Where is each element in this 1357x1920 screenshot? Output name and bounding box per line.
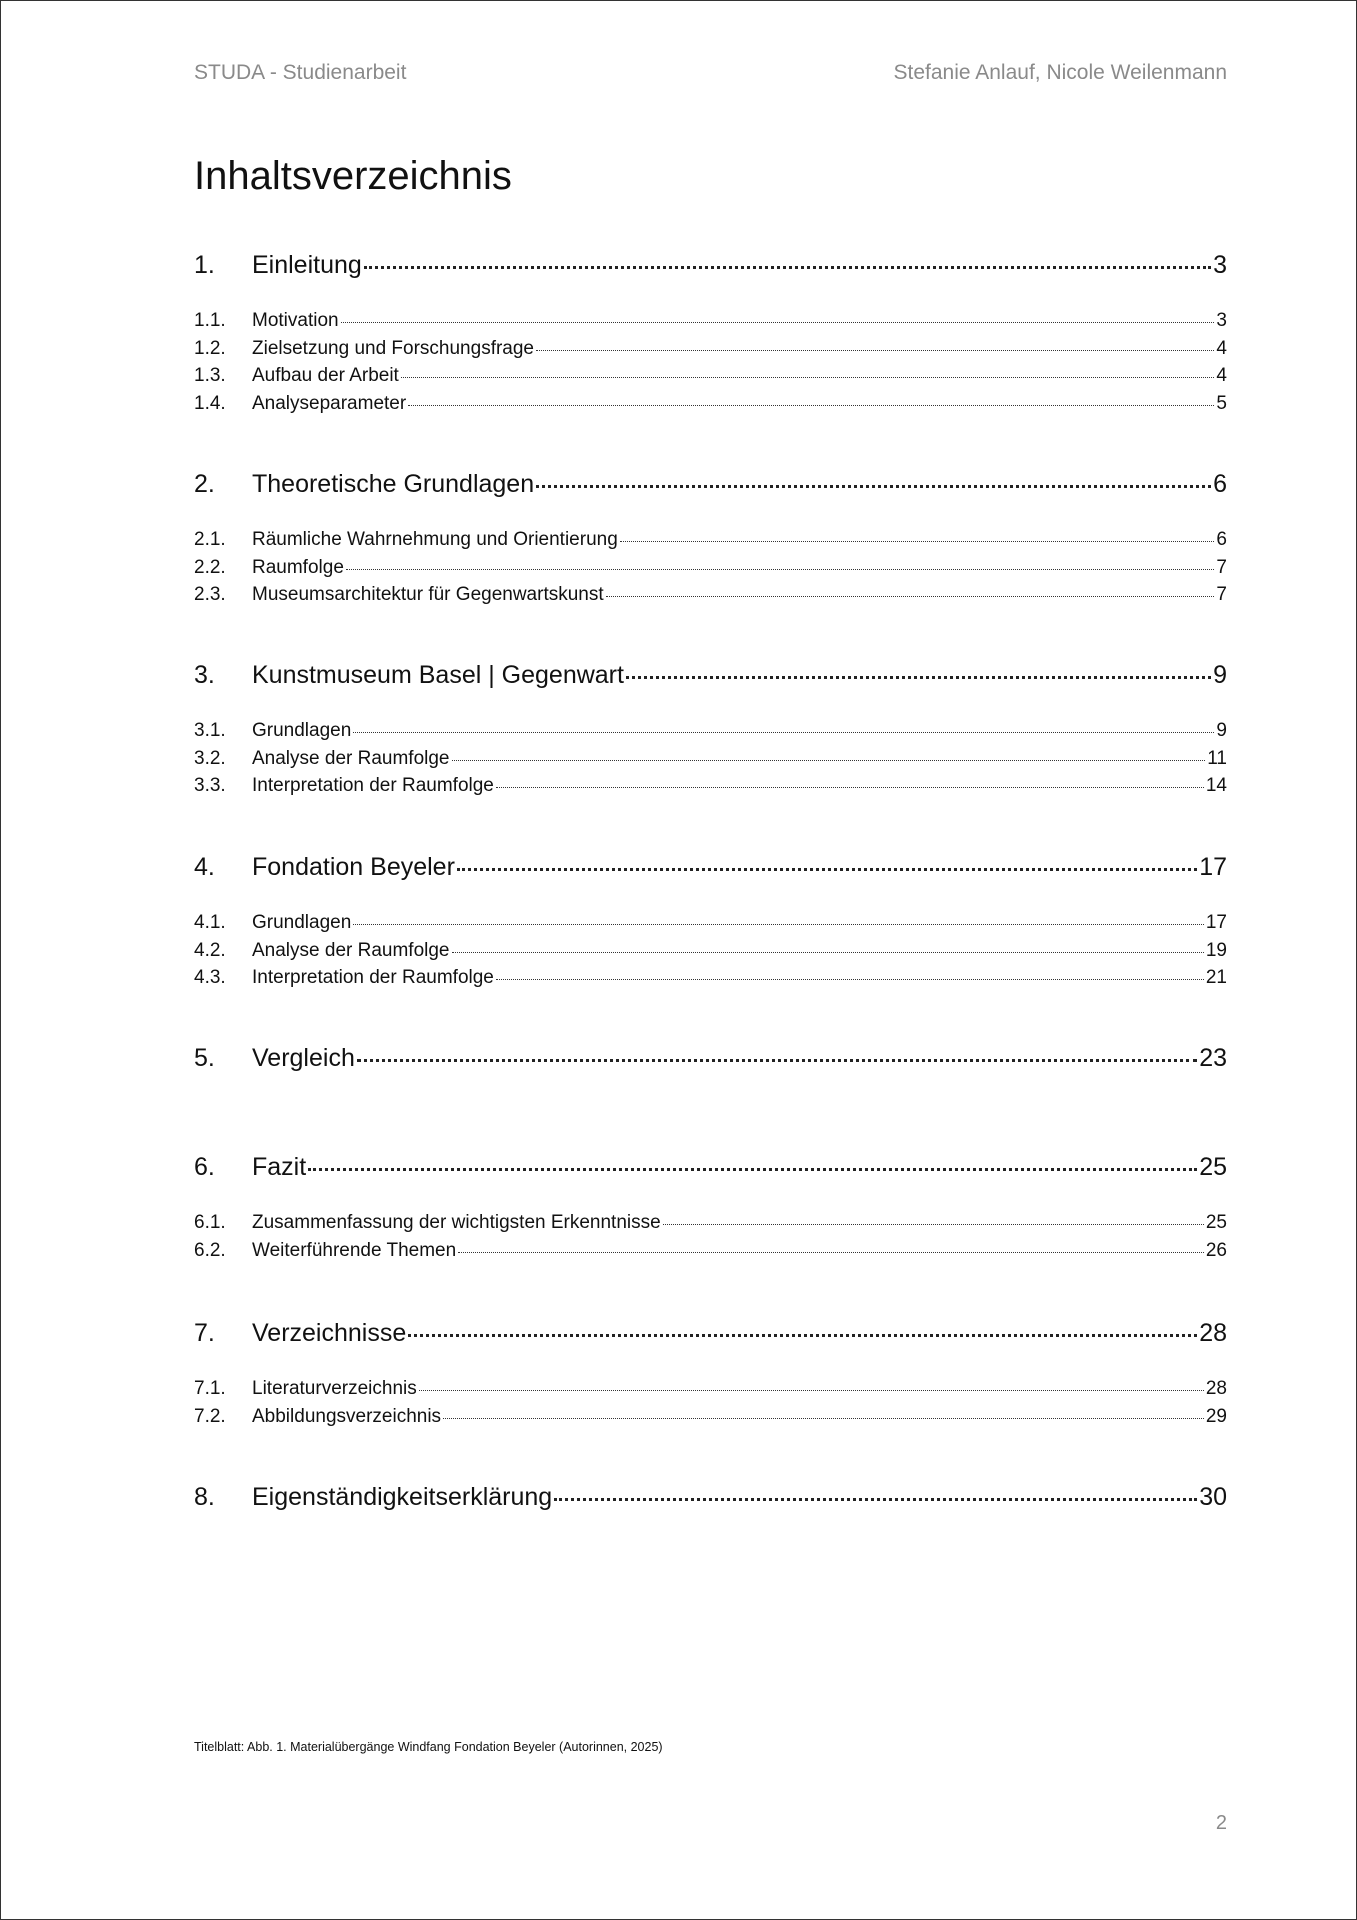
- toc-entry[interactable]: [194, 335, 1227, 363]
- toc-entry[interactable]: [194, 1152, 1227, 1182]
- toc-entry[interactable]: [194, 772, 1227, 800]
- toc-entry[interactable]: [194, 362, 1227, 390]
- entry-number: 1.: [194, 251, 215, 279]
- entry-title: Zusammenfassung der wichtigsten Erkenntnisse: [252, 1212, 661, 1233]
- entry-title: Fondation Beyeler: [252, 853, 455, 881]
- entry-title: Eigenständigkeitserklärung: [252, 1483, 553, 1511]
- toc-entry[interactable]: [194, 1482, 1227, 1512]
- entry-title: Verzeichnisse: [252, 1319, 407, 1347]
- toc-entry[interactable]: [194, 581, 1227, 609]
- entry-title: Räumliche Wahrnehmung und Orientierung: [252, 529, 618, 550]
- entry-title: Abbildungsverzeichnis: [252, 1405, 442, 1427]
- dot-leader: [341, 322, 1215, 323]
- toc-chapter: [194, 1318, 1227, 1430]
- entry-page: 4: [1216, 337, 1227, 359]
- toc-chapter: [194, 1152, 1227, 1264]
- entry-title: Motivation: [252, 310, 339, 331]
- entry-number: 1.3.: [194, 365, 226, 386]
- entry-number: 6.: [194, 1153, 215, 1181]
- toc-entry[interactable]: [194, 717, 1227, 745]
- entry-number: 3.2.: [194, 747, 226, 769]
- entry-page: 21: [1205, 967, 1227, 988]
- toc-entry[interactable]: [194, 1043, 1227, 1073]
- toc-chapter: [194, 852, 1227, 992]
- entry-number: 4.1.: [194, 912, 226, 933]
- toc-entry[interactable]: [194, 852, 1227, 882]
- entry-number: 3.3.: [194, 775, 226, 796]
- page-number: 2: [1215, 1812, 1227, 1834]
- entry-title: Kunstmuseum Basel | Gegenwart: [252, 661, 624, 689]
- entry-number: 7.1.: [194, 1378, 226, 1399]
- dot-leader: [457, 868, 1197, 871]
- dot-leader: [536, 485, 1211, 488]
- toc-entry[interactable]: [194, 745, 1227, 773]
- entry-page: 19: [1205, 939, 1227, 961]
- entry-page: 25: [1205, 1212, 1227, 1233]
- entry-page: 25: [1199, 1153, 1227, 1181]
- dot-leader: [419, 1390, 1204, 1391]
- toc-entry[interactable]: [194, 307, 1227, 335]
- entry-title: Einleitung: [252, 251, 362, 279]
- dot-leader: [452, 952, 1204, 953]
- toc-entry[interactable]: [194, 1237, 1227, 1265]
- entry-page: 26: [1205, 1239, 1227, 1261]
- entry-title: Grundlagen: [252, 912, 352, 933]
- dot-leader: [620, 541, 1215, 542]
- toc-entry[interactable]: [194, 937, 1227, 965]
- toc-entry[interactable]: [194, 1375, 1227, 1403]
- dot-leader: [353, 924, 1204, 925]
- entry-page: 28: [1199, 1319, 1227, 1347]
- entry-page: 29: [1205, 1405, 1227, 1427]
- dot-leader: [554, 1498, 1197, 1501]
- toc-chapter: [194, 660, 1227, 800]
- toc-subsections: [194, 1209, 1227, 1264]
- toc-subsections: [194, 1375, 1227, 1430]
- entry-page: 4: [1216, 365, 1227, 386]
- entry-number: 2.3.: [194, 584, 226, 605]
- entry-page: 17: [1205, 912, 1227, 933]
- dot-leader: [536, 350, 1214, 351]
- entry-page: 11: [1207, 747, 1227, 769]
- dot-leader: [458, 1252, 1204, 1253]
- toc-subsections: [194, 717, 1227, 800]
- page-title: Inhaltsverzeichnis: [194, 154, 512, 198]
- dot-leader: [408, 405, 1214, 406]
- footnote: Titelblatt: Abb. 1. Materialübergänge Windfang Fondation Beyeler (Autorinnen, 2025): [194, 1740, 663, 1754]
- dot-leader: [626, 676, 1211, 679]
- entry-number: 1.1.: [194, 310, 226, 331]
- toc-chapter: [194, 1482, 1227, 1512]
- entry-page: 7: [1216, 584, 1227, 605]
- toc-subsections: [194, 526, 1227, 609]
- entry-title: Analyse der Raumfolge: [252, 747, 450, 769]
- entry-number: 6.2.: [194, 1239, 226, 1261]
- header-right: Stefanie Anlauf, Nicole Weilenmann: [893, 61, 1227, 84]
- entry-number: 7.: [194, 1319, 215, 1347]
- dot-leader: [663, 1224, 1204, 1225]
- toc-entry[interactable]: [194, 250, 1227, 280]
- entry-page: 9: [1216, 720, 1227, 741]
- entry-number: 1.2.: [194, 337, 226, 359]
- entry-page: 9: [1213, 661, 1227, 689]
- entry-number: 6.1.: [194, 1212, 226, 1233]
- entry-number: 2.1.: [194, 529, 226, 550]
- entry-title: Museumsarchitektur für Gegenwartskunst: [252, 584, 604, 605]
- dot-leader: [346, 569, 1215, 570]
- dot-leader: [496, 787, 1204, 788]
- entry-title: Analyseparameter: [252, 392, 407, 414]
- entry-title: Interpretation der Raumfolge: [252, 775, 494, 796]
- entry-page: 14: [1205, 775, 1227, 796]
- entry-page: 23: [1199, 1044, 1227, 1072]
- dot-leader: [408, 1334, 1197, 1337]
- entry-title: Weiterführende Themen: [252, 1239, 457, 1261]
- entry-title: Vergleich: [252, 1044, 355, 1072]
- toc-chapter: [194, 469, 1227, 609]
- entry-title: Theoretische Grundlagen: [252, 470, 535, 498]
- entry-number: 3.: [194, 661, 215, 689]
- toc-entry[interactable]: [194, 909, 1227, 937]
- entry-page: 5: [1216, 392, 1227, 414]
- toc-entry[interactable]: [194, 660, 1227, 690]
- toc-entry[interactable]: [194, 526, 1227, 554]
- entry-page: 6: [1216, 529, 1227, 550]
- header-left: STUDA - Studienarbeit: [194, 61, 407, 84]
- entry-number: 3.1.: [194, 720, 226, 741]
- entry-number: 4.: [194, 853, 215, 881]
- toc-entry[interactable]: [194, 554, 1227, 582]
- entry-page: 30: [1199, 1483, 1227, 1511]
- entry-page: 28: [1205, 1378, 1227, 1399]
- entry-page: 7: [1216, 556, 1227, 578]
- dot-leader: [353, 732, 1214, 733]
- entry-number: 1.4.: [194, 392, 226, 414]
- entry-title: Analyse der Raumfolge: [252, 939, 450, 961]
- toc-entry[interactable]: [194, 469, 1227, 499]
- toc-entry[interactable]: [194, 1318, 1227, 1348]
- entry-number: 4.3.: [194, 967, 226, 988]
- entry-title: Zielsetzung und Forschungsfrage: [252, 337, 534, 359]
- toc-chapter: [194, 250, 1227, 417]
- dot-leader: [308, 1168, 1197, 1171]
- toc-subsections: [194, 307, 1227, 417]
- entry-page: 3: [1216, 310, 1227, 331]
- dot-leader: [452, 760, 1206, 761]
- toc-entry[interactable]: [194, 390, 1227, 418]
- entry-title: Aufbau der Arbeit: [252, 365, 399, 386]
- entry-number: 5.: [194, 1044, 215, 1072]
- entry-number: 4.2.: [194, 939, 226, 961]
- toc-subsections: [194, 909, 1227, 992]
- dot-leader: [606, 596, 1215, 597]
- dot-leader: [443, 1418, 1204, 1419]
- entry-title: Literaturverzeichnis: [252, 1378, 417, 1399]
- dot-leader: [496, 979, 1204, 980]
- entry-page: 6: [1213, 470, 1227, 498]
- entry-number: 7.2.: [194, 1405, 226, 1427]
- entry-title: Interpretation der Raumfolge: [252, 967, 494, 988]
- dot-leader: [364, 266, 1211, 269]
- toc-entry[interactable]: [194, 1209, 1227, 1237]
- entry-title: Fazit: [252, 1153, 307, 1181]
- toc-entry[interactable]: [194, 964, 1227, 992]
- dot-leader: [357, 1059, 1197, 1062]
- entry-number: 8.: [194, 1483, 215, 1511]
- entry-number: 2.: [194, 470, 215, 498]
- entry-number: 2.2.: [194, 556, 226, 578]
- entry-page: 17: [1199, 853, 1227, 881]
- toc-chapter: [194, 1043, 1227, 1073]
- entry-title: Raumfolge: [252, 556, 344, 578]
- entry-page: 3: [1213, 251, 1227, 279]
- dot-leader: [401, 377, 1215, 378]
- entry-title: Grundlagen: [252, 720, 352, 741]
- toc-entry[interactable]: [194, 1403, 1227, 1431]
